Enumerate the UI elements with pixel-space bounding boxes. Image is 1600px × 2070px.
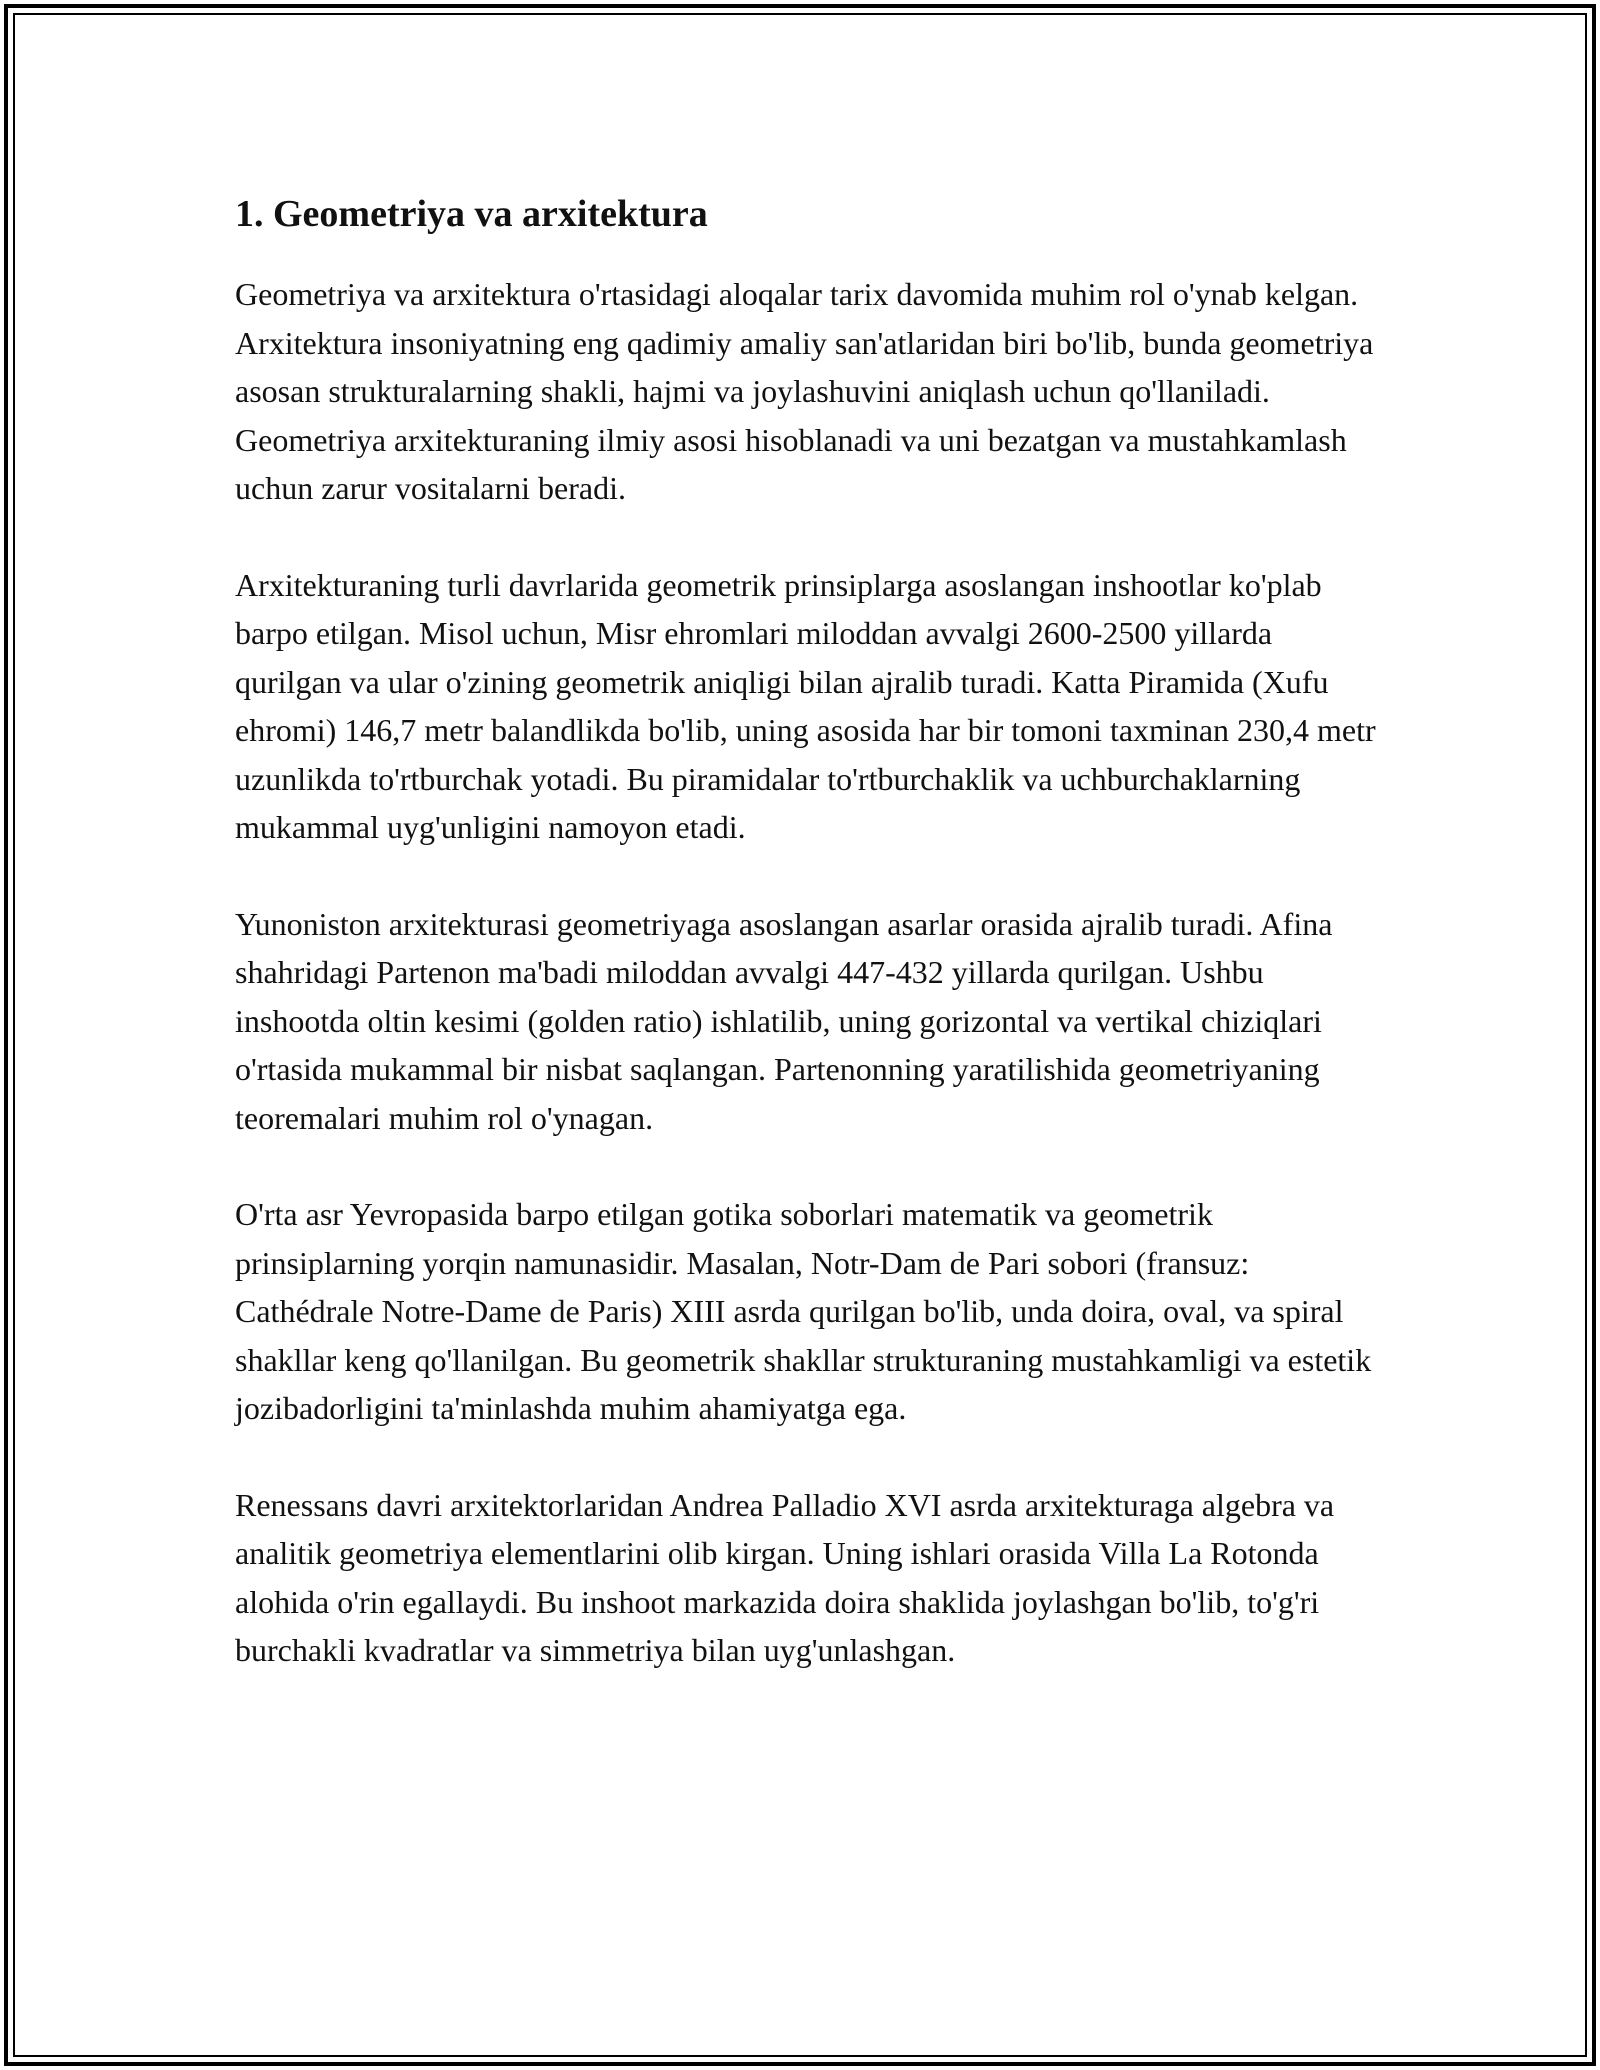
paragraph-4: O'rta asr Yevropasida barpo etilgan gotika soborlari matematik va geometrik prinsiplarning yorqin namunasidir. Masalan, Notr-Dam de Pari sobori (fransuz: Cathédrale Notre-Dame de Paris) XIII asrda qurilgan bo'lib, unda doira, oval, va spiral shakllar keng qo'llanilgan. Bu geometrik shakllar strukturaning mustahkamligi va estetik jozibadorligini ta'minlashda muhim ahamiyatga ega. [235,1196,1372,1426]
paragraph-2: Arxitekturaning turli davrlarida geometrik prinsiplarga asoslangan inshootlar ko'plab barpo etilgan. Misol uchun, Misr ehromlari miloddan avvalgi 2600-2500 yillarda qurilgan va ular o'zining geometrik aniqligi bilan ajralib turadi. Katta Piramida (Xufu ehromi) 146,7 metr balandlikda bo'lib, uning asosida har bir tomoni taxminan 230,4 metr uzunlikda to'rtburchak yotadi. Bu piramidalar to'rtburchaklik va uchburchaklarning mukammal uyg'unligini namoyon etadi. [235,566,1376,845]
section-heading: 1. Geometriya va arxitektura [235,193,708,235]
document-body [235,188,1385,1675]
paragraph-5: Renessans davri arxitektorlaridan Andrea Palladio XVI asrda arxitekturaga algebra va analitik geometriya elementlarini olib kirgan. Uning ishlari orasida Villa La Rotonda alohida o'rin egallaydi. Bu inshoot markazida doira shaklida joylashgan bo'lib, to'g'ri burchakli kvadratlar va simmetriya bilan uyg'unlashgan. [235,1486,1335,1668]
paragraph-3: Yunoniston arxitekturasi geometriyaga asoslangan asarlar orasida ajralib turadi. Afina shahridagi Partenon ma'badi miloddan avvalgi 447-432 yillarda qurilgan. Ushbu inshootda oltin kesimi (golden ratio) ishlatilib, uning gorizontal va vertikal chiziqlari o'rtasida mukammal bir nisbat saqlangan. Partenonning yaratilishida geometriyaning teoremalari muhim rol o'ynagan. [235,905,1333,1136]
paragraph-1: Geometriya va arxitektura o'rtasidagi aloqalar tarix davomida muhim rol o'ynab kelgan. Arxitektura insoniyatning eng qadimiy amaliy san'atlaridan biri bo'lib, bunda geometriya asosan strukturalarning shakli, hajmi va joylashuvini aniqlash uchun qo'llaniladi. Geometriya arxitekturaning ilmiy asosi hisoblanadi va uni bezatgan va mustahkamlash uchun zarur vositalarni beradi. [235,276,1374,506]
